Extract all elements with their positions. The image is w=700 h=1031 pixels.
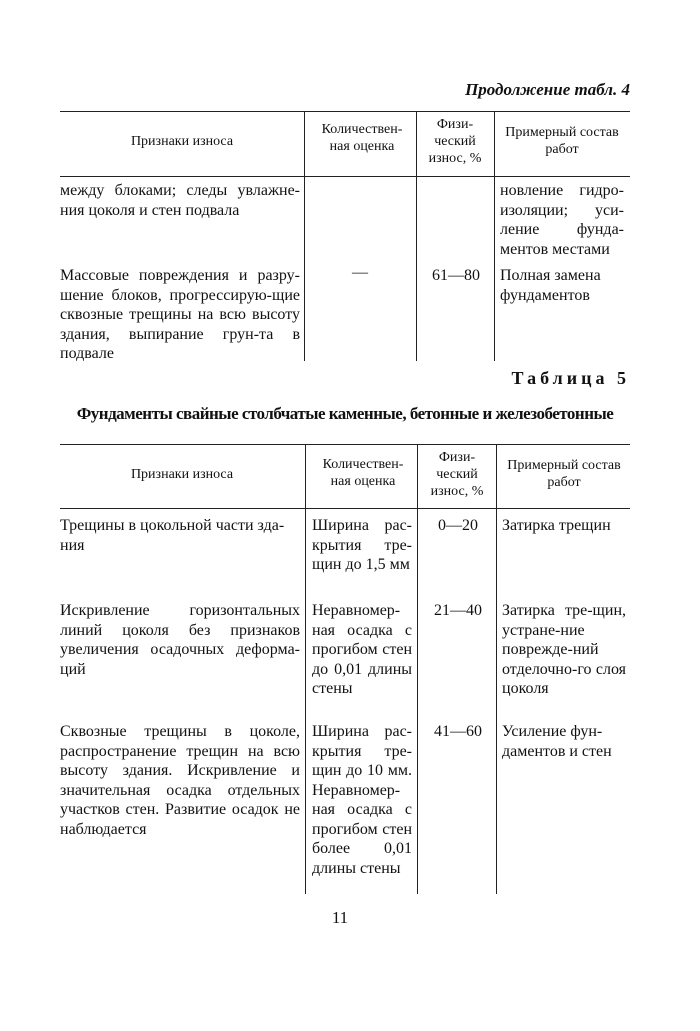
- table-4-header-works: Примерный состав работ: [505, 125, 619, 157]
- table-5-row-2-wear: 21—40: [434, 602, 482, 619]
- table-4-row-2-works: Полная замена фундаментов: [500, 267, 601, 304]
- table-5-header-sign: Признаки износа: [130, 467, 234, 482]
- table-5: [60, 444, 630, 894]
- table-4-header-rule: [60, 176, 630, 177]
- table-4-row-2-quantity: —: [352, 264, 368, 281]
- table-5-row-2-works: Затирка тре-щин, устране-ние поврежде-ний отделочно-го слоя цоколя: [502, 602, 626, 697]
- table-5-title: Фундаменты свайные столбчатые каменные, бетонные и железобетонные: [76, 404, 614, 423]
- table-5-header-works: Примерный состав работ: [507, 458, 621, 490]
- page-number: 11: [331, 908, 349, 927]
- table-4-header-quantity: Количествен-ная оценка: [321, 122, 403, 154]
- table-5-col-divider-2: [417, 444, 418, 894]
- table-4-col-divider-2: [416, 111, 417, 361]
- table-5-label: Таблица 5: [511, 368, 630, 388]
- table-4-row-1-sign: между блоками; следы увлажне-ния цоколя и стен подвала: [60, 182, 300, 219]
- table-4-header-wear: Физи-ческий износ, %: [428, 117, 482, 166]
- table-5-top-rule: [60, 444, 630, 445]
- table-5-row-1-works: Затирка трещин: [502, 517, 611, 534]
- table-continuation-label: Продолжение табл. 4: [465, 80, 630, 99]
- table-4-top-rule: [60, 111, 630, 112]
- table-4-col-divider-3: [494, 111, 495, 361]
- table-4-row-2-wear: 61—80: [432, 267, 480, 284]
- table-4-row-1-works: новление гидро-изоляции; уси-ление фунда-ментов местами: [500, 182, 624, 258]
- table-4: [60, 111, 630, 361]
- table-4-col-divider-1: [304, 111, 305, 361]
- table-5-row-3-works: Усиление фун-даментов и стен: [502, 723, 612, 760]
- table-5-row-3-sign: Сквозные трещины в цоколе, распространение трещин на всю высоту здания. Искривление и значительная осадка отдельных участков стен. Развитие осадок не наблюдается: [60, 723, 300, 838]
- table-5-row-1-quantity: Ширина рас-крытия тре-щин до 1,5 мм: [312, 517, 412, 573]
- table-5-header-quantity: Количествен-ная оценка: [322, 457, 404, 489]
- table-5-row-2-quantity: Неравномер-ная осадка с прогибом стен до 0,01 длины стены: [312, 602, 412, 697]
- table-5-header-wear: Физи-ческий износ, %: [430, 450, 484, 499]
- table-5-row-3-quantity: Ширина рас-крытия тре-щин до 10 мм. Неравномер-ная осадка с прогибом стен более 0,01 длины стены: [312, 723, 412, 877]
- table-5-row-1-wear: 0—20: [438, 517, 478, 534]
- table-5-row-3-wear: 41—60: [434, 723, 482, 740]
- table-5-header-rule: [60, 508, 630, 509]
- table-5-row-1-sign: Трещины в цокольной части зда-ния: [60, 517, 285, 554]
- table-5-col-divider-1: [305, 444, 306, 894]
- table-5-row-2-sign: Искривление горизонтальных линий цоколя без признаков увеличения осадочных деформа-ций: [60, 602, 300, 678]
- table-4-header-sign: Признаки износа: [130, 134, 234, 149]
- table-5-col-divider-3: [496, 444, 497, 894]
- table-4-row-2-sign: Массовые повреждения и разру-шение блоков, прогрессирую-щие сквозные трещины на всю высоту здания, выпирание грун-та в подвале: [60, 267, 300, 362]
